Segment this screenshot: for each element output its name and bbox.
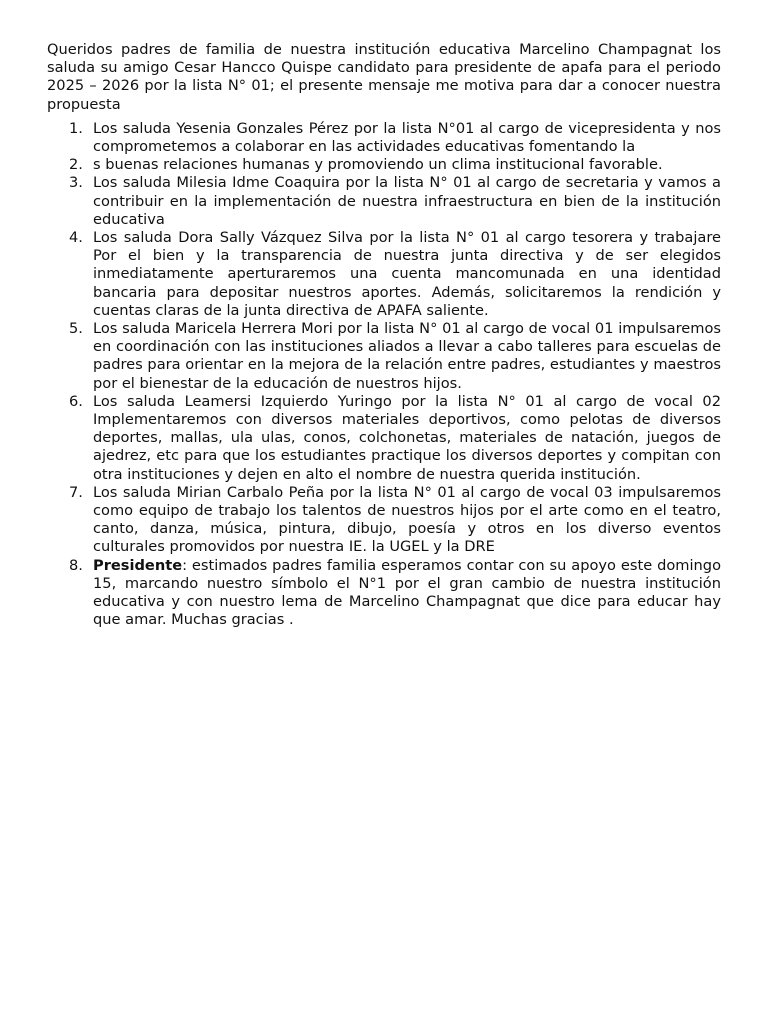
document-page bbox=[47, 41, 721, 630]
list-item-number: 4. bbox=[69, 229, 83, 247]
proposal-list bbox=[47, 120, 721, 630]
list-item-text: Los saluda Yesenia Gonzales Pérez por la lista N°01 al cargo de vicepresidenta y nos comprometemos a colaborar en las actividades educativas fomentando la bbox=[93, 119, 721, 156]
list-item bbox=[47, 120, 721, 156]
list-item-text: Los saluda Mirian Carbalo Peña por la lista N° 01 al cargo de vocal 03 impulsaremos como equipo de trabajo los talentos de nuestros hijos por el arte como en el teatro, canto, danza, música, pintura, dibujo, poesía y otros en los diverso eventos culturales promovidos por nuestra IE. la UGEL y la DRE bbox=[93, 483, 721, 556]
list-item bbox=[47, 393, 721, 484]
list-item bbox=[47, 156, 721, 174]
list-item bbox=[47, 484, 721, 557]
list-item-number: 1. bbox=[69, 119, 83, 137]
list-item-number: 7. bbox=[69, 483, 83, 501]
list-item-text: Los saluda Maricela Herrera Mori por la lista N° 01 al cargo de vocal 01 impulsaremos en coordinación con las instituciones aliados a llevar a cabo talleres para escuelas de padres para orientar en la mejora de la relación entre padres, estudiantes y maestros por el bienestar de la educación de nuestros hijos. bbox=[93, 320, 721, 392]
list-item-text: Los saluda Leamersi Izquierdo Yuringo por la lista N° 01 al cargo de vocal 02 Implementaremos con diversos materiales deportivos, como pelotas de diversos deportes, mallas, ula ulas, conos, colchonetas, materiales de natación, juegos de ajedrez, etc para que los estudiantes practique los diversos deportes y compitan con otra instituciones y dejen en alto el nombre de nuestra querida institución. bbox=[93, 392, 721, 483]
list-item bbox=[47, 229, 721, 320]
list-item-number: 2. bbox=[69, 156, 83, 174]
list-item bbox=[47, 174, 721, 229]
list-item-text: : estimados padres familia esperamos contar con su apoyo este domingo 15, marcando nuestro símbolo el N°1 por el gran cambio de nuestra institución educativa y con nuestro lema de Marcelino Champagnat que dice para educar hay que amar. Muchas gracias . bbox=[93, 556, 721, 629]
list-item bbox=[47, 557, 721, 630]
list-item-text: Los saluda Milesia Idme Coaquira por la lista N° 01 al cargo de secretaria y vamos a contribuir en la implementación de nuestra infraestructura en bien de la institución educativa bbox=[93, 174, 721, 228]
list-item-text: s buenas relaciones humanas y promoviendo un clima institucional favorable. bbox=[93, 156, 663, 174]
list-item-number: 5. bbox=[69, 320, 83, 338]
list-item bbox=[47, 320, 721, 393]
list-item-bold: Presidente bbox=[93, 556, 183, 574]
intro-paragraph: Queridos padres de familia de nuestra institución educativa Marcelino Champagnat los saluda su amigo Cesar Hancco Quispe candidato para presidente de apafa para el periodo 2025 – 2026 por la lista N° 01; el presente mensaje me motiva para dar a conocer nuestra propuesta bbox=[47, 41, 721, 113]
list-item-number: 3. bbox=[69, 174, 83, 192]
list-item-text: Los saluda Dora Sally Vázquez Silva por la lista N° 01 al cargo tesorera y trabajare Por el bien y la transparencia de nuestra junta directiva y de ser elegidos inmediatamente aperturaremos una cuenta mancomunada en una identidad bancaria para depositar nuestros aportes. Además, solicitaremos la rendición y cuentas claras de la junta directiva de APAFA saliente. bbox=[93, 229, 721, 319]
list-item-number: 8. bbox=[69, 556, 83, 574]
list-item-number: 6. bbox=[69, 392, 83, 410]
